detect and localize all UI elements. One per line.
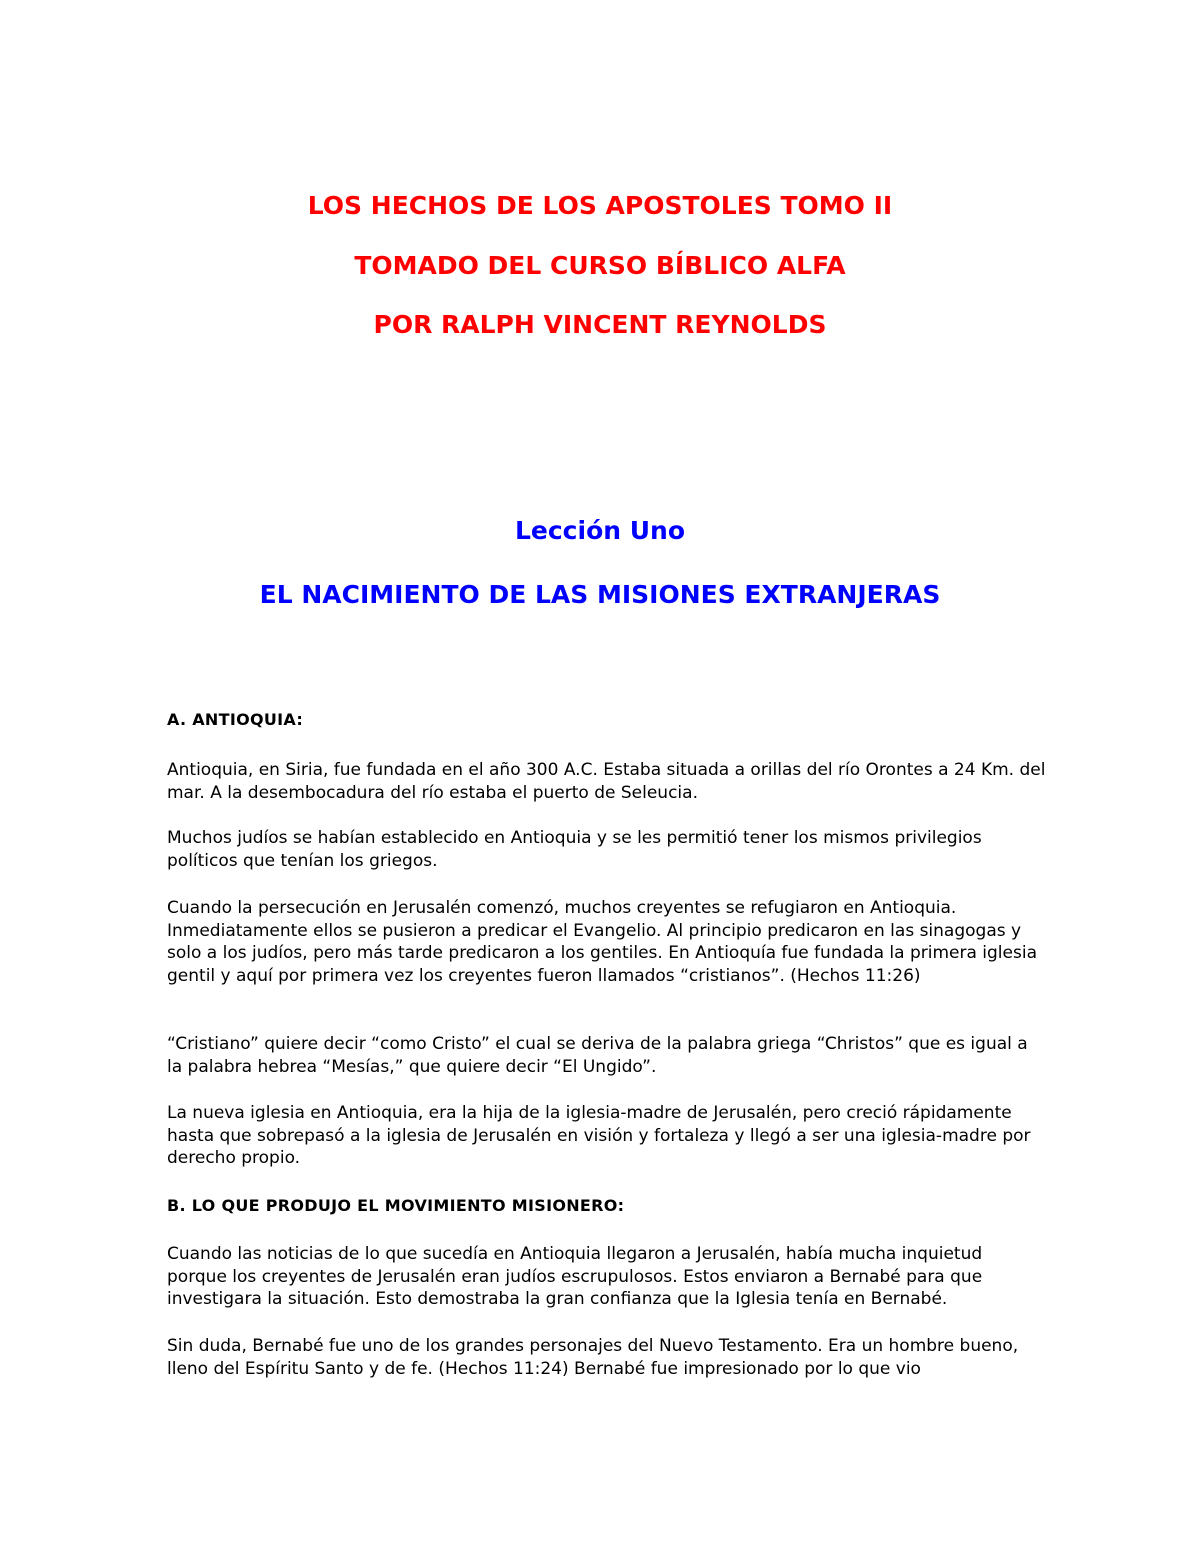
paragraph: Cuando la persecución en Jerusalén comenzó, muchos creyentes se refugiaron en Antioquia. Inmediatamente ellos se pusieron a predicar el Evangelio. Al principio predicaron en las sinagogas y solo a los judíos, pero más tarde predicaron a los gentiles. En Antioquía fue fundada la primera iglesia gentil y aquí por primera vez los creyentes fueron llamados “cristianos”. (Hechos 11:26) <box>167 898 1037 986</box>
paragraph: Muchos judíos se habían establecido en Antioquia y se les permitió tener los mismos privilegios políticos que tenían los griegos. <box>167 828 982 871</box>
section-b-heading: B. LO QUE PRODUJO EL MOVIMIENTO MISIONERO: <box>167 1196 625 1215</box>
document-author: POR RALPH VINCENT REYNOLDS <box>373 310 827 339</box>
paragraph: Antioquia, en Siria, fue fundada en el año 300 A.C. Estaba situada a orillas del río Orontes a 24 Km. del mar. A la desembocadura del río estaba el puerto de Seleucia. <box>167 760 1046 803</box>
paragraph: Cuando las noticias de lo que sucedía en Antioquia llegaron a Jerusalén, había mucha inquietud porque los creyentes de Jerusalén eran judíos escrupulosos. Estos enviaron a Bernabé para que investigara la situación. Esto demostraba la gran confianza que la Iglesia tenía en Bernabé. <box>167 1244 983 1309</box>
document-subtitle: TOMADO DEL CURSO BÍBLICO ALFA <box>354 251 846 280</box>
section-a-heading: A. ANTIOQUIA: <box>167 710 304 729</box>
paragraph: La nueva iglesia en Antioquia, era la hija de la iglesia-madre de Jerusalén, pero creció rápidamente hasta que sobrepasó a la iglesia de Jerusalén en visión y fortaleza y llegó a ser una iglesia-madre por derecho propio. <box>167 1103 1031 1168</box>
lesson-title: EL NACIMIENTO DE LAS MISIONES EXTRANJERAS <box>259 580 941 609</box>
paragraph: Sin duda, Bernabé fue uno de los grandes personajes del Nuevo Testamento. Era un hombre bueno, lleno del Espíritu Santo y de fe. (Hechos 11:24) Bernabé fue impresionado por lo que vio <box>167 1336 1019 1379</box>
document-title: LOS HECHOS DE LOS APOSTOLES TOMO II <box>307 191 893 220</box>
paragraph: “Cristiano” quiere decir “como Cristo” el cual se deriva de la palabra griega “Christos” que es igual a la palabra hebrea “Mesías,” que quiere decir “El Ungido”. <box>167 1034 1028 1077</box>
lesson-label: Lección Uno <box>514 516 686 545</box>
